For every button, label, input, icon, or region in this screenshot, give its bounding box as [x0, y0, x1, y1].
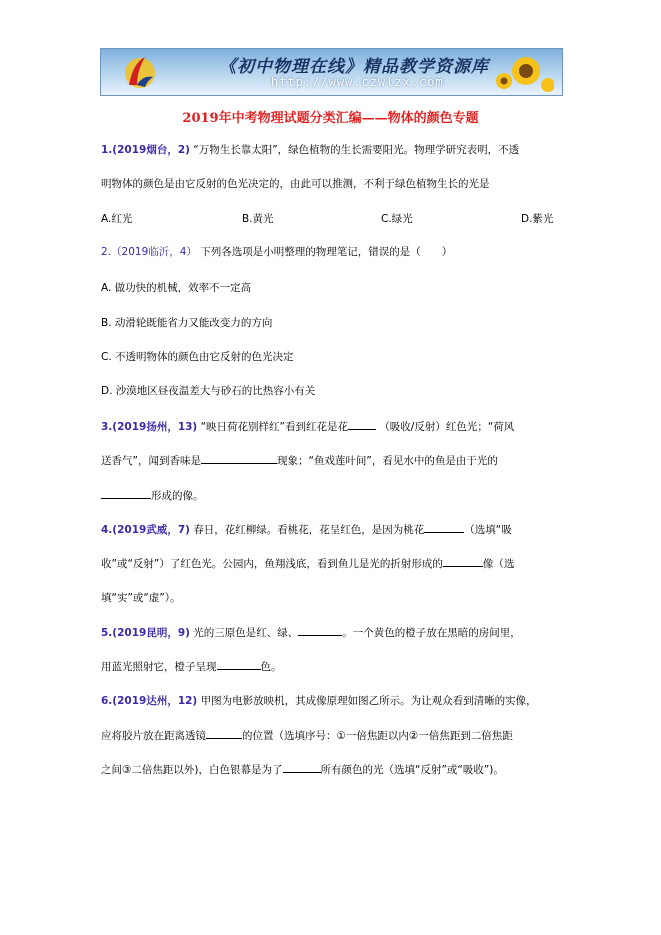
logo-icon	[123, 53, 157, 91]
q4-source: (2019武威，7)	[112, 524, 190, 536]
q1-line1	[101, 143, 519, 157]
q1-option-b: B.黄光	[242, 213, 274, 225]
q3-text-1a: “映日荷花别样红”看到红花是花	[200, 421, 348, 433]
q6-text-2a: 应将胶片放在距离透镜	[101, 730, 206, 742]
q3-blank-1[interactable]	[348, 419, 376, 430]
q4-line1	[101, 522, 512, 537]
q5-blank-1[interactable]	[298, 625, 342, 636]
q2-option-b: B. 动滑轮既能省力又能改变力的方向	[101, 317, 273, 329]
q6-text-1: 甲图为电影放映机，其成像原理如图乙所示。为让观众看到清晰的实像，	[200, 695, 537, 707]
q4-text-1a: 春日，花红柳绿。看桃花，花呈红色，是因为桃花	[193, 524, 425, 536]
q4-blank-1[interactable]	[424, 522, 464, 533]
q4-blank-2[interactable]	[443, 556, 483, 567]
q3-line2	[101, 453, 498, 468]
q3-source: (2019扬州，13)	[112, 421, 198, 433]
q5-text-1b: 。一个黄色的橙子放在黑暗的房间里，	[342, 627, 521, 639]
q3-blank-3[interactable]	[101, 488, 151, 499]
q1-line2: 明物体的颜色是由它反射的色光决定的，由此可以推测，不利于绿色植物生长的光是	[101, 178, 490, 190]
q6-text-2b: 的位置（选填序号：①一倍焦距以内②一倍焦距到二倍焦距	[242, 730, 513, 742]
q5-line2	[101, 659, 282, 674]
document-title: 2019年中考物理试题分类汇编——物体的颜色专题	[182, 111, 479, 126]
q2-line1	[101, 245, 452, 259]
q5-number: 5.	[101, 627, 113, 639]
q1-option-a: A.红光	[101, 213, 133, 225]
q1-number: 1.	[101, 144, 113, 156]
q6-line2	[101, 728, 513, 743]
q6-text-3a: 之间③二倍焦距以外)，白色银幕是为了	[101, 764, 283, 776]
q4-number: 4.	[101, 524, 113, 536]
q3-text-2b: 现象；“鱼戏莲叶间”，看见水中的鱼是由于光的	[276, 455, 498, 467]
q3-line3	[101, 488, 204, 503]
q6-text-3b: 所有颜色的光（选填“反射”或“吸收”)。	[320, 764, 504, 776]
q6-source: (2019达州，12)	[112, 695, 198, 707]
q3-line1	[101, 419, 514, 434]
q6-blank-2[interactable]	[283, 762, 321, 773]
q5-text-1a: 光的三原色是红、绿、	[193, 627, 299, 639]
q2-option-a: A. 做功快的机械，效率不一定高	[101, 282, 252, 294]
q1-option-d: D.紫光	[521, 213, 554, 225]
q4-line2	[101, 556, 514, 571]
q4-text-2b: 像（选	[482, 558, 515, 570]
banner-url[interactable]: http://www.czwlzx.com	[271, 75, 444, 89]
q6-line3	[101, 762, 504, 777]
q3-text-3: 形成的像。	[151, 490, 204, 502]
q1-option-c: C.绿光	[381, 213, 413, 225]
q6-number: 6.	[101, 695, 113, 707]
q4-text-2a: 收”或“反射”）了红色光。公园内，鱼翔浅底，看到鱼儿是光的折射形成的	[101, 558, 443, 570]
q3-blank-2[interactable]	[201, 453, 277, 464]
q6-line1	[101, 694, 537, 708]
sunflower-icon	[494, 51, 554, 93]
q5-text-2a: 用蓝光照射它，橙子呈现	[101, 661, 217, 673]
q1-text-1: “万物生长靠太阳”，绿色植物的生长需要阳光。物理学研究表明，不透	[193, 144, 520, 156]
q3-text-2a: 送香气”，闻到香味是	[101, 455, 201, 467]
q3-text-1b: （吸收/反射）红色光；“荷风	[379, 421, 515, 433]
q5-source: (2019昆明，9)	[112, 627, 190, 639]
q1-source: (2019烟台，2)	[112, 144, 190, 156]
q2-number: 2.	[101, 246, 112, 258]
q6-blank-1[interactable]	[206, 728, 242, 739]
q5-line1	[101, 625, 521, 640]
q2-option-c: C. 不透明物体的颜色由它反射的色光决定	[101, 351, 294, 363]
header-banner	[100, 48, 563, 96]
q5-text-2b: 色。	[260, 661, 282, 673]
q4-text-1b: （选填“吸	[464, 524, 512, 536]
banner-title: 《初中物理在线》精品教学资源库	[219, 57, 489, 77]
q4-line3: 填“实”或“虚”）。	[101, 592, 181, 604]
q3-number: 3.	[101, 421, 113, 433]
q5-blank-2[interactable]	[217, 659, 261, 670]
q2-stem: 下列各选项是小明整理的物理笔记，错误的是（ ）	[200, 246, 453, 258]
q2-option-d: D. 沙漠地区昼夜温差大与砂石的比热容小有关	[101, 385, 316, 397]
q2-source: （2019临沂，4）	[111, 246, 197, 258]
